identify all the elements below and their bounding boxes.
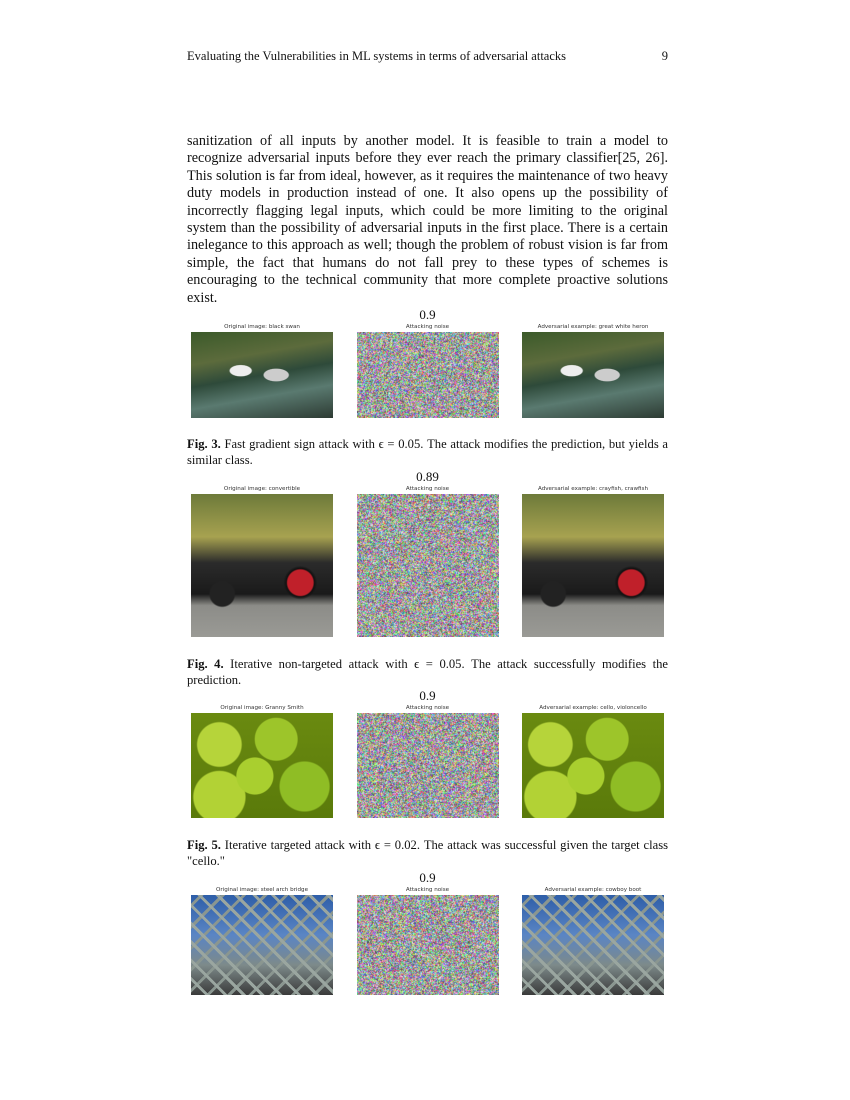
figure-4 [187,469,668,637]
figure-score: 0.9 [419,307,436,322]
panel-title: Adversarial example: crayfish, crawfish [537,486,649,492]
panel-title: Adversarial example: cowboy boot [544,887,642,893]
header-title: Evaluating the Vulnerabilities in ML systems in terms of adversarial attacks [187,49,567,63]
panel-title: Attacking noise [405,887,450,893]
panel-title: Attacking noise [405,705,450,711]
adversarial-image [522,494,664,637]
panel-title: Attacking noise [405,486,450,492]
figure-3-caption [187,436,668,468]
caption-text: Iterative non-targeted attack with ϵ = 0.05. The attack successfully modifies the prediction. [187,657,668,687]
noise-image [357,494,499,637]
figure-5-caption [187,837,668,869]
panel-title: Adversarial example: cello, violoncello [539,705,647,711]
noise-image [357,895,499,995]
original-image [191,332,333,418]
noise-image [357,332,499,418]
panel-title: Adversarial example: great white heron [537,324,649,330]
figure-6 [187,870,668,995]
original-image [191,895,333,995]
panel-title: Original image: steel arch bridge [215,887,309,893]
original-image [191,494,333,637]
figure-score: 0.9 [419,688,436,703]
original-image [191,713,333,818]
page-number: 9 [661,49,668,63]
caption-text: Fast gradient sign attack with ϵ = 0.05. The attack modifies the prediction, but yields a similar class. [187,437,668,467]
panel-title: Attacking noise [405,324,450,330]
panel-title: Original image: Granny Smith [220,705,304,711]
adversarial-image [522,332,664,418]
running-header [187,49,668,64]
figure-score: 0.9 [419,870,436,885]
caption-text: Iterative targeted attack with ϵ = 0.02. The attack was successful given the target class "cello." [187,838,668,868]
caption-label: Fig. 3. [187,437,221,451]
panel-title: Original image: convertible [223,486,301,492]
panel-title: Original image: black swan [224,324,300,330]
adversarial-image [522,713,664,818]
figure-3 [187,307,668,418]
adversarial-image [522,895,664,995]
caption-label: Fig. 5. [187,838,221,852]
noise-image [357,713,499,818]
figure-4-caption [187,656,668,688]
figure-5 [187,688,668,818]
figure-score: 0.89 [416,469,439,484]
body-paragraph: sanitization of all inputs by another model. It is feasible to train a model to recognize adversarial inputs before they ever reach the primary classifier[25, 26]. This solution is far from ideal, however, as it requires the maintenance of two heavy duty models in production instead of one. It also opens up the possibility of incorrectly flagging legal inputs, which could be more limiting to the original system than the possibility of adversarial inputs in the first place. There is a certain inelegance to this approach as well; though the problem of robust vision is far from simple, the fact that humans do not fall prey to these types of schemes is encouraging to the technical community that more complete proactive solutions exist. [187,133,668,306]
caption-label: Fig. 4. [187,657,224,671]
